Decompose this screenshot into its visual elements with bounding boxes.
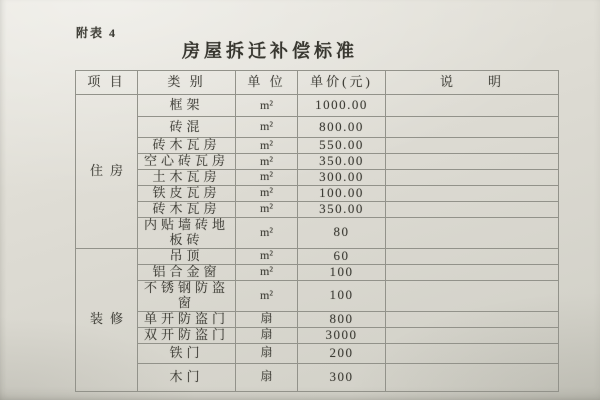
price-cell: 300: [298, 363, 386, 391]
category-cell: 内贴墙砖地板砖: [138, 217, 236, 248]
table-row: [76, 280, 559, 311]
price-cell: 80: [298, 217, 386, 248]
category-cell: 铁门: [138, 343, 236, 363]
note-cell: [386, 280, 559, 311]
price-cell: 1000.00: [298, 95, 386, 117]
category-cell: 不锈钢防盗窗: [138, 280, 236, 311]
note-cell: [386, 248, 559, 264]
table-row: [76, 185, 559, 201]
col-header-price: 单价(元): [298, 71, 386, 95]
table-row: [76, 153, 559, 169]
category-cell: 吊顶: [138, 248, 236, 264]
unit-cell: 扇: [236, 363, 298, 391]
table-row: [76, 95, 559, 117]
note-cell: [386, 138, 559, 154]
table-row: [76, 311, 559, 327]
unit-cell: m²: [236, 95, 298, 117]
price-cell: 200: [298, 343, 386, 363]
note-cell: [386, 327, 559, 343]
price-cell: 3000: [298, 327, 386, 343]
category-cell: 铝合金窗: [138, 264, 236, 280]
note-cell: [386, 201, 559, 217]
note-cell: [386, 311, 559, 327]
note-cell: [386, 95, 559, 117]
price-cell: 300.00: [298, 169, 386, 185]
page-title: 房屋拆迁补偿标准: [182, 41, 358, 61]
note-cell: [386, 343, 559, 363]
price-cell: 800: [298, 311, 386, 327]
col-header-unit: 单 位: [236, 71, 298, 95]
group-cell-decoration: 装修: [76, 248, 138, 391]
price-cell: 350.00: [298, 201, 386, 217]
category-cell: 木门: [138, 363, 236, 391]
col-header-category: 类 别: [138, 71, 236, 95]
note-cell: [386, 185, 559, 201]
price-cell: 60: [298, 248, 386, 264]
unit-cell: m²: [236, 138, 298, 154]
table-row: [76, 138, 559, 154]
unit-cell: m²: [236, 280, 298, 311]
note-cell: [386, 363, 559, 391]
unit-cell: m²: [236, 185, 298, 201]
category-cell: 双开防盗门: [138, 327, 236, 343]
table-row: [76, 343, 559, 363]
category-cell: 单开防盗门: [138, 311, 236, 327]
unit-cell: m²: [236, 248, 298, 264]
table-row: [76, 264, 559, 280]
unit-cell: m²: [236, 169, 298, 185]
compensation-table: [75, 70, 559, 392]
category-cell: 框架: [138, 95, 236, 117]
note-cell: [386, 217, 559, 248]
unit-cell: 扇: [236, 343, 298, 363]
table-row: [76, 363, 559, 391]
table-row: [76, 327, 559, 343]
note-cell: [386, 169, 559, 185]
category-cell: 空心砖瓦房: [138, 153, 236, 169]
unit-cell: 扇: [236, 327, 298, 343]
category-cell: 铁皮瓦房: [138, 185, 236, 201]
price-cell: 550.00: [298, 138, 386, 154]
price-cell: 800.00: [298, 117, 386, 138]
table-row: [76, 248, 559, 264]
price-cell: 100.00: [298, 185, 386, 201]
note-cell: [386, 153, 559, 169]
price-cell: 100: [298, 264, 386, 280]
category-cell: 砖木瓦房: [138, 138, 236, 154]
unit-cell: m²: [236, 117, 298, 138]
note-cell: [386, 117, 559, 138]
table-row: [76, 217, 559, 248]
col-header-note: 说 明: [386, 71, 559, 95]
unit-cell: m²: [236, 264, 298, 280]
note-cell: [386, 264, 559, 280]
unit-cell: 扇: [236, 311, 298, 327]
price-cell: 350.00: [298, 153, 386, 169]
annex-label: 附表 4: [76, 26, 118, 40]
table-row: [76, 117, 559, 138]
category-cell: 土木瓦房: [138, 169, 236, 185]
category-cell: 砖混: [138, 117, 236, 138]
unit-cell: m²: [236, 153, 298, 169]
unit-cell: m²: [236, 201, 298, 217]
table-row: [76, 201, 559, 217]
col-header-item: 项 目: [76, 71, 138, 95]
group-cell-housing: 住房: [76, 95, 138, 249]
table-row: [76, 169, 559, 185]
unit-cell: m²: [236, 217, 298, 248]
header-row: [76, 71, 559, 95]
table-body: [76, 95, 559, 392]
price-cell: 100: [298, 280, 386, 311]
category-cell: 砖木瓦房: [138, 201, 236, 217]
